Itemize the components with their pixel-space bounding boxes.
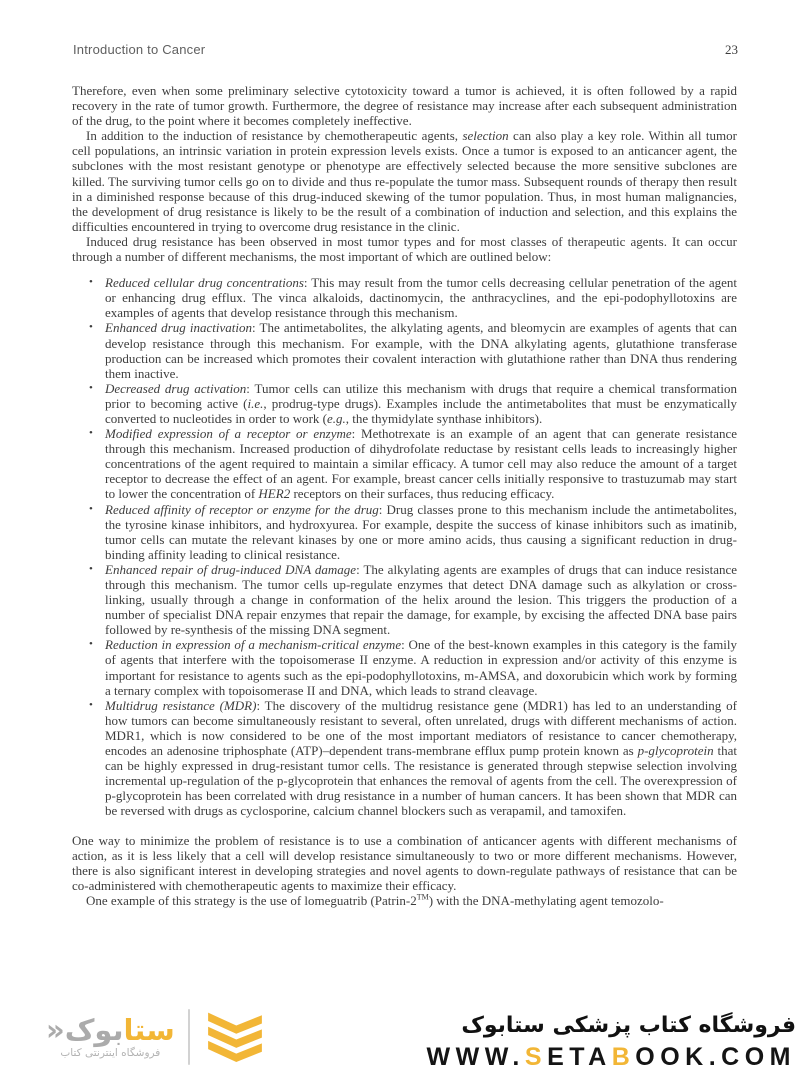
logo-wordmark-block <box>46 1012 175 1060</box>
store-url: WWW.SETABOOK.COM <box>426 1043 796 1071</box>
list-item-drug-inactivation <box>88 320 737 380</box>
list-item-text: Decreased drug activation: Tumor cells can utilize this mechanism with drugs that require a chemical transformation prior to becoming active (i.e., prodrug-type drugs). Examples include the antimetabolites that must be enzymatically converted to nucleotides in order to work (e.g., the thymidylate synthase inhibitors). <box>105 380 737 426</box>
list-item-text: Reduction in expression of a mechanism-critical enzyme: One of the best-known examples in this category is the family of agents that interfere with the topoisomerase II enzyme. A reduction in expression and/or activity of this enzyme is important for resistance to agents such as the epi-podophyllotoxins, m-AMSA, and doxorubicin which work by forming a ternary complex with topoisomerase II and DNA, which leads to strand cleavage. <box>105 637 737 698</box>
list-item-text: Reduced affinity of receptor or enzyme for the drug: Drug classes prone to this mechanism include the antimetabolites, the tyrosine kinase inhibitors, and hydroxyurea. For example, despite the success of kinase inhibitors such as imatinib, tumor cells can mutate the relevant kinases by one or more amino acids, thus causing a significant reduction in drug-binding affinity leading to clinical resistance. <box>105 501 737 562</box>
list-item-text: Enhanced drug inactivation: The antimetabolites, the alkylating agents, and bleomycin are examples of agents that can develop resistance through this mechanism. For example, with the DNA alkylating agents, glutathione transferase production can be increased which promotes their covalent interaction with glutathione rather than DNA thus rendering them inactive. <box>105 320 737 381</box>
bullet-icon: • <box>89 698 93 711</box>
list-item-reduced-concentrations <box>88 275 737 320</box>
mechanisms-list <box>72 275 737 818</box>
list-item-critical-enzyme <box>88 637 737 697</box>
bullet-icon: • <box>89 562 93 575</box>
list-item-reduced-affinity <box>88 502 737 562</box>
list-item-drug-activation <box>88 381 737 426</box>
paragraph-selection: In addition to the induction of resistance by chemotherapeutic agents, selection can also play a key role. Within all tumor cell populations, an intrinsic variation in protein expression levels exists. Once a tumor is exposed to an anticancer agent, the subclones with the most resistant genotype or phenotype are effectively selected because the more sensitive subclones are killed. The surviving tumor cells go on to divide and thus re-populate the tumor mass. Subsequent rounds of therapy then result in a diminished response because of this drug-induced skewing of the tumor population. Thus, in most human malignancies, the development of drug resistance is likely to be the result of a combination of induction and selection, and this explains the difficulties encountered in trying to overcome drug resistance in the clinic. <box>72 128 737 234</box>
article-body <box>72 83 737 992</box>
bullet-icon: • <box>89 276 93 289</box>
bullet-icon: • <box>89 638 93 651</box>
bullet-icon: • <box>89 381 93 394</box>
list-item-multidrug-resistance <box>88 698 737 819</box>
bullet-icon: • <box>89 427 93 440</box>
list-item-dna-repair <box>88 562 737 637</box>
chevrons-badge-icon <box>203 1000 267 1074</box>
running-head-title: Introduction to Cancer <box>73 42 206 57</box>
logo-subtitle: فروشگاه اینترنتی کتاب <box>60 1047 161 1060</box>
paragraph-resistance-recovery: Therefore, even when some preliminary selective cytotoxicity toward a tumor is achieved, it is often followed by a rapid recovery in the rate of tumor growth. Furthermore, the degree of resistance may increase after each subsequent administration of the drug, to the point where it becomes completely ineffective. <box>72 83 737 129</box>
list-item-text: Modified expression of a receptor or enzyme: Methotrexate is an example of an agent that can generate resistance through this mechanism. Increased production of dihydrofolate reductase by resistant cells leads to increasingly higher concentrations of the agent required to maintain a similar efficacy. A tumor cell may also reduce the amount of a target receptor to decrease the effect of an agent. For example, breast cancer cells initially responsive to trastuzumab may start to lower the concentration of HER2 receptors on their surfaces, thus reducing efficacy. <box>105 426 737 502</box>
list-item-modified-expression <box>88 426 737 501</box>
paragraph-combination-therapy: One way to minimize the problem of resistance is to use a combination of anticancer agents with different mechanisms of action, as it is less likely that a cell will develop resistance simultaneously to two or more different mechanisms. However, there is also significant interest in developing strategies and novel agents to down-regulate pathways of resistance that can be co-administered with chemotherapeutic agents to maximize their efficacy. <box>72 832 737 893</box>
list-item-text: Enhanced repair of drug-induced DNA damage: The alkylating agents are examples of drugs that can induce resistance through this mechanism. The tumor cells up-regulate enzymes that detect DNA damage such as alkylation or cross-linking, usually through a change in conformation of the helix around the lesion. This triggers the production of a number of specialist DNA repair enzymes that repair the damage, for example, by excising the affected DNA base pairs followed by re-synthesis of the missing DNA segment. <box>105 561 737 638</box>
bullet-icon: • <box>89 502 93 515</box>
bullet-icon: • <box>89 321 93 334</box>
page-header <box>73 42 738 58</box>
page-number: 23 <box>725 42 738 57</box>
list-item-text: Multidrug resistance (MDR): The discovery of the multidrug resistance gene (MDR1) has led to an understanding of how tumors can become simultaneously resistant to several, often unrelated, drugs with different mechanisms of action. MDR1, which is now considered to be one of the most important mediators of resistance to cancer chemotherapy, encodes an adenosine triphosphate (ATP)–dependent trans-membrane efflux pump protein known as p-glycoprotein that can be highly expressed in drug-resistant tumor cells. The resistance is generated through stepwise selection involving incremental up-regulation of the p-glycoprotein that enhances the removal of agents from the cell. The overexpression of p-glycoprotein has been correlated with drug resistance in a number of human cancers. It has been shown that MDR can be reversed with drugs as cyclosporine, calcium channel blockers such as verapamil, and tamoxifen. <box>105 697 737 819</box>
store-title: فروشگاه کتاب پزشکی ستابوک <box>461 1013 796 1038</box>
logo-wordmark: ستابوک« <box>46 1012 175 1047</box>
store-info <box>427 1013 796 1072</box>
paragraph-induced-resistance: Induced drug resistance has been observed in most tumor types and for most classes of therapeutic agents. It can occur through a number of different mechanisms, the most important of which are outlined below: <box>72 233 737 265</box>
setabook-logo <box>46 1000 267 1074</box>
list-item-text: Reduced cellular drug concentrations: This may result from the tumor cells decreasing cellular penetration of the agent or enhancing drug efflux. The vinca alkaloids, dactinomycin, the anthracyclines, and the epi-podophyllotoxins are examples of agents that develop resistance through this mechanism. <box>105 275 737 321</box>
footer-watermark <box>0 998 810 1080</box>
logo-divider <box>188 1009 190 1065</box>
paragraph-lomeguatrib: One example of this strategy is the use of lomeguatrib (Patrin-2™) with the DNA-methylating agent temozolo- <box>86 892 664 908</box>
